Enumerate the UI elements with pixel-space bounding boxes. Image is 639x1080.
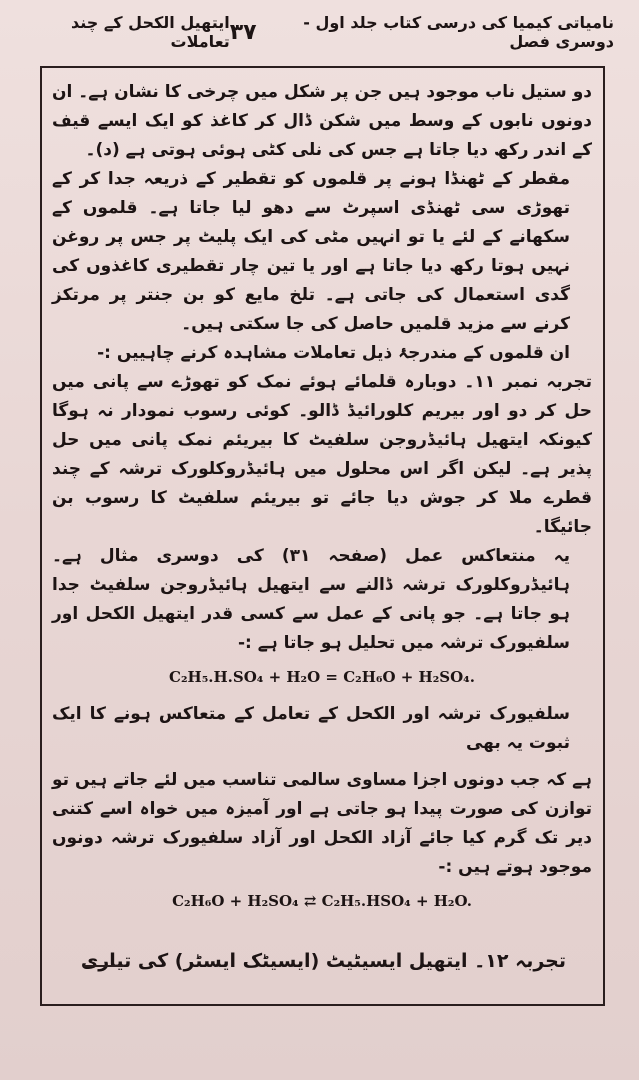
paragraph: سلفیورک ترشہ اور الکحل کے تعامل کے متعاکس ہونے کا ایک ثبوت یہ بھی bbox=[52, 704, 570, 753]
heading-rule bbox=[84, 965, 124, 967]
paragraph: یہ منتعاکس عمل (صفحہ ۳۱) کی دوسری مثال ہے۔ ہائیڈروکلورک ترشہ ڈالنے سے ایتھیل ہائیڈروجن سلفیٹ جدا ہو جاتا ہے۔ جو پانی کے عمل سے کسی قدر ایتھیل الکحل اور سلفیورک ترشہ میں تحلیل ہو جاتا ہے :- bbox=[52, 546, 570, 653]
chemical-equation: C₂H₅.H.SO₄ + H₂O = C₂H₆O + H₂SO₄. bbox=[169, 668, 475, 686]
page-header bbox=[40, 13, 614, 51]
section-heading: تجربہ ۱۲۔ ایتھیل ایسیٹیٹ (ایسیٹک ایسٹر) کی تیاری bbox=[80, 950, 566, 972]
paragraph: دو ستیل ناب موجود ہیں جن پر شکل میں چرخی کا نشان ہے۔ ان دونوں نابوں کے وسط میں شکن ڈال کر کاغذ کو ایک ایسے قیف کے اندر رکھ دیا جاتا ہے جس کی نلی کٹی ہوئی ہوتی ہے (د)۔ bbox=[52, 82, 592, 160]
section-title: ایتھیل الکحل کے چند تعاملات bbox=[71, 13, 230, 51]
page-number: ۳۷ bbox=[229, 19, 257, 45]
paragraph: مقطر کے ٹھنڈا ہونے پر قلموں کو تقطیر کے ذریعہ جدا کر کے تھوڑی سی ٹھنڈی اسپرٹ سے دھو لیا جاتا ہے۔ قلموں کے سکھانے کے لئے یا تو انہیں مٹی کی ایک پلیٹ پر جس پر روغن نہیں ہوتا رکھ دیا جاتا ہے اور یا تین چار تقطیری کاغذوں کی گدی استعمال کی جاتی ہے۔ تلخ مایع کو بن جنتر پر مرتکز کرنے سے مزید قلمیں حاصل کی جا سکتی ہیں۔ bbox=[52, 169, 570, 334]
page-body bbox=[52, 78, 592, 924]
paragraph: ان قلموں کے مندرجۂ ذیل تعاملات مشاہدہ کرنے چاہییں :- bbox=[97, 343, 570, 363]
chemical-equation: C₂H₆O + H₂SO₄ ⇄ C₂H₅.HSO₄ + H₂O. bbox=[172, 892, 472, 910]
experiment-paragraph: تجربہ نمبر ۱۱۔ دوبارہ قلمائے ہوئے نمک کو تھوڑے سے پانی میں حل کر دو اور بیریم کلورائیڈ ڈالو۔ کوئی رسوب نمودار نہ ہوگا کیونکہ ایتھیل ہائیڈروجن سلفیٹ کا بیریئم نمک پانی میں حل پذیر ہے۔ لیکن اگر اس محلول میں ہائیڈروکلورک ترشہ کے چند قطرے ملا کر جوش دیا جائے تو بیریئم سلفیٹ کا رسوب بن جائیگا۔ bbox=[52, 372, 592, 537]
paragraph: ہے کہ جب دونوں اجزا مساوی سالمی تناسب میں لئے جاتے ہیں تو توازن کی صورت پیدا ہو جاتی ہے اور آمیزہ میں خواہ اسے کتنی دیر تک گرم کیا جائے آزاد الکحل اور آزاد سلفیورک ترشہ دونوں موجود ہوتے ہیں :- bbox=[52, 770, 592, 877]
running-title: نامیاتی کیمیا کی درسی کتاب جلد اول - دوسری فصل bbox=[303, 13, 614, 51]
